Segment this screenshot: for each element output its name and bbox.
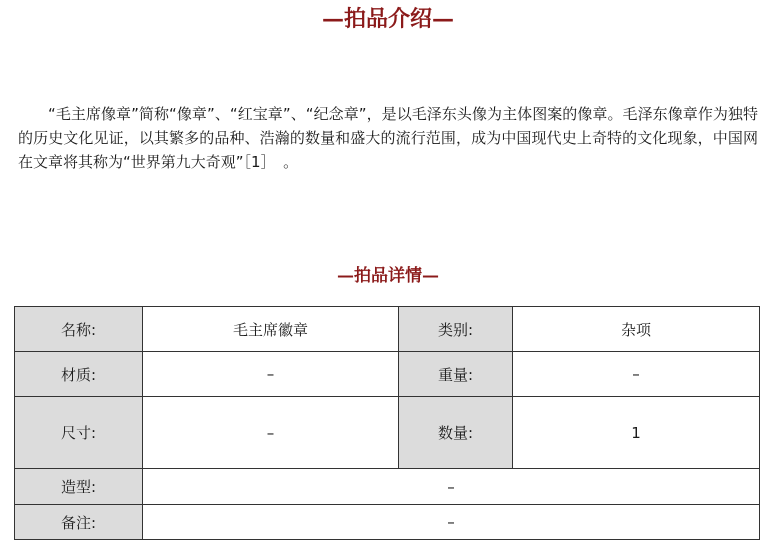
size-value: – xyxy=(143,397,399,469)
material-value: – xyxy=(143,352,399,397)
shape-label: 造型: xyxy=(15,469,143,505)
intro-paragraph: “毛主席像章”简称“像章”、“红宝章”、“纪念章”，是以毛泽东头像为主体图案的像章。毛泽东像章作为独特的历史文化见证，以其繁多的品种、浩瀚的数量和盛大的流行范围，成为中国现代史上奇特的文化现象，中国网在文章将其称为“世界第九大奇观”［1］ 。 xyxy=(18,105,758,171)
quantity-label: 数量: xyxy=(399,397,513,469)
size-label: 尺寸: xyxy=(15,397,143,469)
category-label: 类别: xyxy=(399,307,513,352)
name-label: 名称: xyxy=(15,307,143,352)
notes-label: 备注: xyxy=(15,505,143,540)
table-row xyxy=(15,307,760,352)
details-table xyxy=(14,306,760,540)
quantity-value: 1 xyxy=(513,397,760,469)
weight-label: 重量: xyxy=(399,352,513,397)
name-value: 毛主席徽章 xyxy=(143,307,399,352)
table-row xyxy=(15,397,760,469)
table-row xyxy=(15,505,760,540)
category-value: 杂项 xyxy=(513,307,760,352)
shape-value: – xyxy=(143,469,760,505)
table-row xyxy=(15,352,760,397)
notes-value: – xyxy=(143,505,760,540)
table-row xyxy=(15,469,760,505)
material-label: 材质: xyxy=(15,352,143,397)
details-section-title: —拍品详情— xyxy=(337,266,439,286)
intro-section-title: —拍品介绍— xyxy=(321,6,454,32)
weight-value: – xyxy=(513,352,760,397)
